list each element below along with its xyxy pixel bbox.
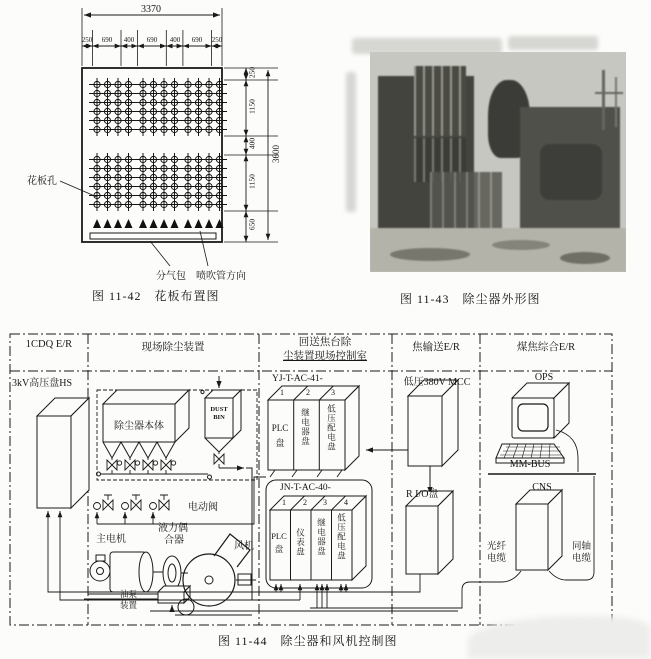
yj-num-3: 3 <box>331 388 335 397</box>
header-field-devices: 现场除尘装置 <box>141 342 205 353</box>
photo-fence-grid <box>430 172 502 234</box>
label-fan: 风机 <box>234 541 254 552</box>
jn-panel-instrument: 仪表盘 <box>295 528 306 557</box>
yj-panel-plc-1: PLC <box>271 423 289 433</box>
label-coax-1: 同轴 <box>572 542 592 552</box>
label-mm-bus: MM-BUS <box>509 459 551 470</box>
jn-num-1: 1 <box>282 498 286 507</box>
dim-right-5: 650 <box>247 218 257 231</box>
photo-pole <box>602 70 605 130</box>
label-oil-pump-1: 油泵 <box>120 589 138 599</box>
page-bleed-smudge <box>346 72 356 212</box>
label-hv-panel: 3kV高压盘HS <box>12 378 73 389</box>
jn-num-3: 3 <box>323 498 327 507</box>
rio-cabinet <box>406 491 453 574</box>
label-collector-body: 除尘器本体 <box>114 421 164 432</box>
fig42-plate-drawing <box>60 8 278 266</box>
fig44-caption: 图 11-44 除尘器和风机控制图 <box>218 634 398 648</box>
label-oil-pump-2: 装置 <box>120 600 138 610</box>
photo-ground-patch <box>390 248 470 261</box>
hv-panel-cabinet <box>37 398 89 508</box>
header-coke-transport: 焦输送E/R <box>412 342 460 353</box>
label-dust-bin-2: BIN <box>213 414 225 421</box>
jn-panel-plc-2: 盘 <box>274 544 284 554</box>
label-rio: R I/O盘 <box>406 489 439 500</box>
jn-panel-relay: 继电器盘 <box>316 518 327 556</box>
photo-ground-patch <box>560 252 610 264</box>
photo-pole <box>615 77 617 127</box>
dim-seg-6: 690 <box>191 36 203 44</box>
dim-seg-5: 400 <box>169 36 181 44</box>
label-air-header: 分气包 <box>156 271 186 282</box>
dim-right-3: 400 <box>247 137 257 150</box>
label-cns: CNS <box>532 482 552 493</box>
dim-seg-2: 690 <box>101 36 113 44</box>
page-bleed-smudge <box>508 36 598 50</box>
yj-num-1: 1 <box>280 388 284 397</box>
photo-crossbar <box>595 92 623 94</box>
label-coupler-2: 合器 <box>164 535 184 546</box>
label-dust-bin-1: DUST <box>210 406 228 413</box>
label-main-motor: 主电机 <box>96 534 126 545</box>
label-blow-direction: 喷吹管方向 <box>196 271 246 282</box>
fig43-caption: 图 11-43 除尘器外形图 <box>400 292 541 306</box>
photo-ground-patch <box>492 240 550 250</box>
mcc-cabinet <box>366 380 458 494</box>
dim-right-2: 1150 <box>247 99 257 114</box>
dim-right-1: 250 <box>247 66 257 79</box>
label-fiber-1: 光纤 <box>487 542 507 552</box>
dim-total-width: 3370 <box>141 4 161 15</box>
label-coupler-1: 液力偶 <box>158 523 188 534</box>
dim-right-4: 1150 <box>247 174 257 189</box>
jn-num-4: 4 <box>344 498 348 507</box>
dim-seg-4: 690 <box>146 36 158 44</box>
hydraulic-coupler <box>158 556 190 612</box>
collector-body <box>97 390 212 479</box>
dim-seg-7: 250 <box>211 36 223 44</box>
label-ops: OPS <box>534 372 554 383</box>
cns-cabinet <box>516 490 562 570</box>
header-control-room-line2: 尘装置现场控制室 <box>283 351 367 362</box>
label-plate-hole: 花板孔 <box>27 176 57 187</box>
dim-seg-1: 250 <box>81 36 93 44</box>
header-coal-coke: 煤焦综合E/R <box>516 342 576 353</box>
dim-total-height: 3600 <box>271 145 281 163</box>
label-jn-box: JN-T-AC-40- <box>280 483 331 493</box>
header-control-room-line1: 回送焦台除 <box>298 337 352 348</box>
electric-valves <box>94 477 267 524</box>
label-yj-box: YJ-T-AC-41- <box>272 374 323 384</box>
jn-num-2: 2 <box>303 498 307 507</box>
label-fiber-2: 电缆 <box>487 554 507 564</box>
jn-panel-lv: 低压配电盘 <box>336 513 347 561</box>
yj-panel-relay: 继电器盘 <box>300 408 311 446</box>
dust-collector-photo <box>370 52 626 272</box>
yj-panel-plc-2: 盘 <box>275 438 285 448</box>
header-1cdq: 1CDQ E/R <box>25 339 73 350</box>
label-mcc: 低压380V MCC <box>403 377 471 388</box>
photo-tank <box>540 144 602 200</box>
label-electric-valve: 电动阀 <box>188 502 218 513</box>
dim-seg-3: 400 <box>123 36 135 44</box>
label-coax-2: 电缆 <box>572 554 592 564</box>
yj-num-2: 2 <box>306 388 310 397</box>
jn-panel-plc-1: PLC <box>271 531 287 541</box>
photo-bag-cage-grid <box>414 66 466 136</box>
yj-panel-lv: 低压配电盘 <box>326 404 337 452</box>
fig42-caption: 图 11-42 花板布置图 <box>92 289 220 303</box>
